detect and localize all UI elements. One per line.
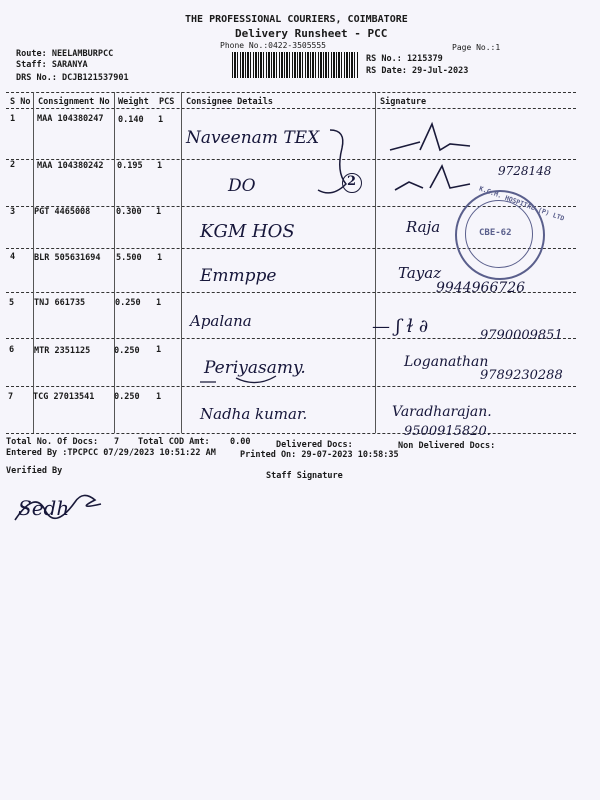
- verified-by-label: Verified By: [6, 466, 63, 476]
- circled-row-number: [342, 173, 362, 193]
- phone-handwritten: 9944966726: [436, 280, 526, 296]
- stamp-center-text: CBE-62: [479, 228, 512, 238]
- row-pcs: 1: [157, 253, 163, 263]
- page-number: Page No.:1: [452, 43, 501, 52]
- signature-handwritten: Raja: [406, 218, 441, 236]
- row-consignment: TCG 27013541: [33, 392, 95, 402]
- company-name: THE PROFESSIONAL COURIERS, COIMBATORE: [185, 14, 408, 25]
- verifier-signature: Sedh: [18, 496, 70, 520]
- drs-number: DRS No.: DCJB121537901: [16, 73, 129, 83]
- phone-handwritten: 9500915820.: [404, 424, 491, 439]
- row-pcs: 1: [156, 298, 162, 308]
- row-consignment: MAA 104380242: [37, 161, 104, 171]
- total-docs-label: Total No. Of Docs:: [6, 437, 99, 447]
- hospital-stamp: [455, 184, 566, 280]
- row-consignment: TNJ 661735: [34, 298, 86, 308]
- row-weight: 0.195: [117, 161, 143, 171]
- delivered-docs-label: Delivered Docs:: [276, 440, 353, 450]
- phone-handwritten: 9790009851: [480, 328, 563, 343]
- phone-handwritten: 9789230288: [480, 368, 563, 383]
- consignee-handwritten: DO: [228, 176, 256, 196]
- row-consignment: MTR 2351125: [34, 346, 91, 356]
- row-weight: 0.140: [118, 115, 144, 125]
- row-consignment: MAA 104380247: [37, 114, 104, 124]
- consignee-handwritten: KGM HOS: [200, 221, 295, 242]
- total-cod-value: 0.00: [230, 437, 251, 447]
- row-weight: 5.500: [116, 253, 142, 263]
- row-sno: 3: [10, 207, 16, 217]
- document-title: Delivery Runsheet - PCC: [235, 27, 388, 40]
- non-delivered-docs-label: Non Delivered Docs:: [398, 441, 496, 451]
- rs-number: RS No.: 1215379: [366, 54, 443, 64]
- consignee-handwritten: Emmppe: [200, 266, 277, 286]
- row-weight: 0.300: [116, 207, 142, 217]
- entered-by: Entered By :TPCPCC 07/29/2023 10:51:22 AM: [6, 448, 216, 458]
- row-weight: 0.250: [115, 298, 141, 308]
- header-signature: Signature: [380, 97, 427, 107]
- consignee-handwritten: Periyasamy.: [204, 358, 306, 378]
- row-pcs: 1: [158, 115, 164, 125]
- row-sno: 1: [10, 114, 16, 124]
- header-sno: S No: [10, 97, 31, 107]
- stamp-ring-text: K.G.M. HOSPITAL (P) LTD: [478, 184, 566, 223]
- phone-number: Phone No.:0422-3505555: [220, 41, 326, 50]
- row-pcs: 1: [157, 161, 163, 171]
- printed-on: Printed On: 29-07-2023 10:58:35: [240, 450, 399, 460]
- rs-date: RS Date: 29-Jul-2023: [366, 66, 469, 76]
- total-cod-label: Total COD Amt:: [138, 437, 210, 447]
- phone-handwritten: 9728148: [498, 164, 552, 178]
- row-sno: 7: [8, 392, 14, 402]
- row-sno: 6: [9, 345, 15, 355]
- row-pcs: 1: [156, 345, 162, 355]
- signature-mark: — ʃ ɫ ∂: [372, 316, 429, 337]
- route-label: Route: NEELAMBURPCC: [16, 49, 114, 59]
- consignee-handwritten: Nadha kumar.: [200, 405, 308, 423]
- row-weight: 0.250: [114, 346, 140, 356]
- row-consignment: PGT 4465008: [34, 207, 91, 217]
- circled-number: 2: [347, 174, 357, 189]
- total-docs-value: 7: [114, 437, 120, 447]
- row-sno: 4: [10, 252, 16, 262]
- staff-label: Staff: SARANYA: [16, 60, 88, 70]
- row-pcs: 1: [156, 392, 162, 402]
- row-sno: 2: [10, 160, 16, 170]
- header-consignee: Consignee Details: [186, 97, 273, 107]
- signature-handwritten: Tayaz: [398, 264, 442, 282]
- row-sno: 5: [9, 298, 15, 308]
- row-weight: 0.250: [114, 392, 140, 402]
- consignee-handwritten: Apalana: [190, 312, 252, 330]
- row-pcs: 1: [156, 207, 162, 217]
- consignee-handwritten: Naveenam TEX: [186, 128, 320, 148]
- signature-handwritten: Varadharajan.: [392, 404, 492, 420]
- signature-handwritten: Loganathan: [404, 354, 489, 370]
- header-weight: Weight: [118, 97, 149, 107]
- row-consignment: BLR 505631694: [34, 253, 101, 263]
- header-consignment: Consignment No: [38, 97, 110, 107]
- header-pcs: PCS: [159, 97, 175, 107]
- staff-signature-label: Staff Signature: [266, 471, 343, 481]
